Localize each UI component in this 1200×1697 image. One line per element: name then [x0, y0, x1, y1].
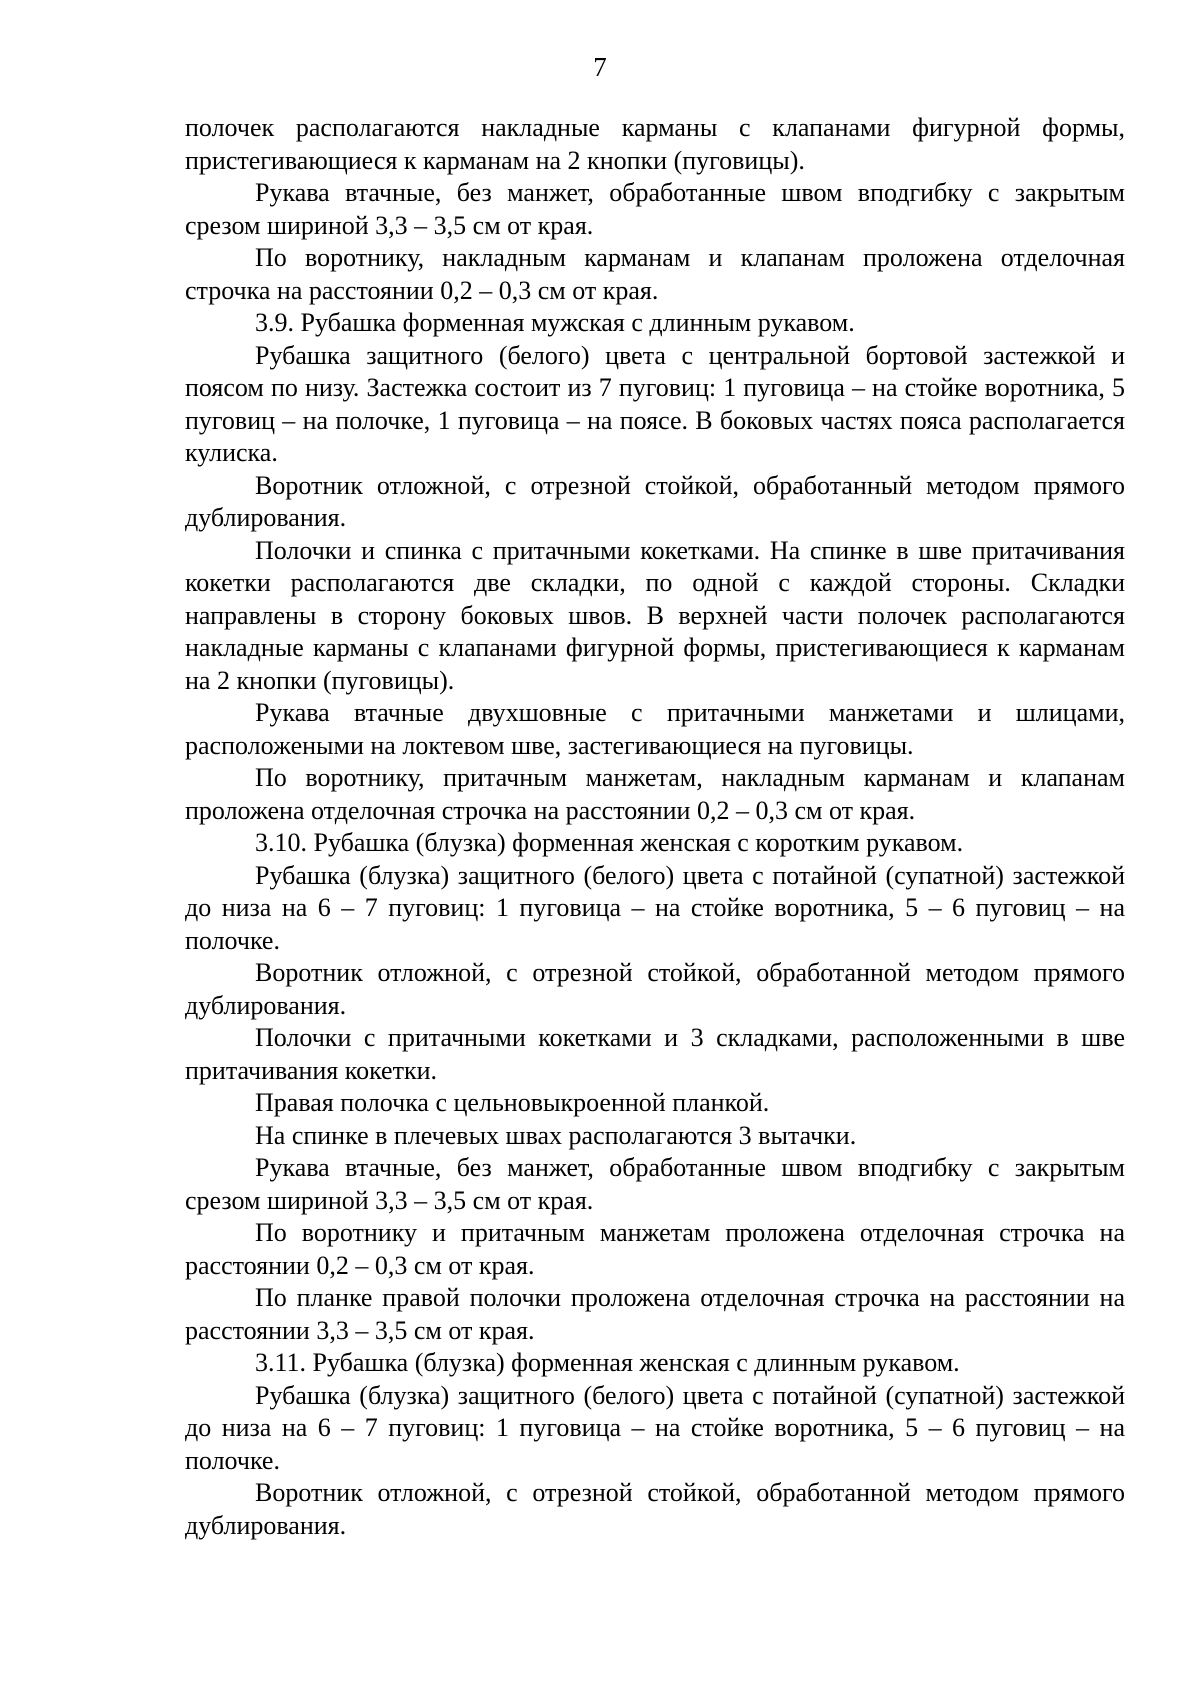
paragraph: Рубашка защитного (белого) цвета с центральной бортовой застежкой и поясом по низу. Застежка состоит из 7 пуговиц: 1 пуговица – на стойке воротника, 5 пуговиц – на полочке, 1 пуговица – на поясе. В боковых частях пояса располагается кулиска.: [185, 340, 1125, 467]
page-number: 7: [593, 52, 607, 82]
paragraph: Рубашка (блузка) защитного (белого) цвета с потайной (супатной) застежкой до низа на 6 – 7 пуговиц: 1 пуговица – на стойке воротника, 5 – 6 пуговиц – на полочке.: [185, 1380, 1125, 1475]
paragraph: По планке правой полочки проложена отделочная строчка на расстоянии на расстоянии 3,3 – 3,5 см от края.: [185, 1283, 1125, 1345]
section-heading: 3.9. Рубашка форменная мужская с длинным рукавом.: [255, 308, 855, 337]
paragraph: Воротник отложной, с отрезной стойкой, обработанный методом прямого дублирования.: [185, 470, 1125, 532]
section-heading: 3.10. Рубашка (блузка) форменная женская с коротким рукавом.: [255, 828, 964, 857]
paragraph: Рукава втачные двухшовные с притачными манжетами и шлицами, расположеными на локтевом шве, застегивающиеся на пуговицы.: [185, 698, 1125, 760]
paragraph: По воротнику, накладным карманам и клапанам проложена отделочная строчка на расстоянии 0,2 – 0,3 см от края.: [185, 243, 1125, 305]
document-body: [185, 112, 1125, 1542]
paragraph: Рукава втачные, без манжет, обработанные швом вподгибку с закрытым срезом шириной 3,3 – 3,5 см от края.: [185, 178, 1125, 240]
paragraph: По воротнику и притачным манжетам проложена отделочная строчка на расстоянии 0,2 – 0,3 см от края.: [185, 1218, 1125, 1280]
paragraph: Полочки с притачными кокетками и 3 складками, расположенными в шве притачивания кокетки.: [185, 1023, 1125, 1085]
paragraph: Рукава втачные, без манжет, обработанные швом вподгибку с закрытым срезом шириной 3,3 – 3,5 см от края.: [185, 1153, 1125, 1215]
paragraph: Воротник отложной, с отрезной стойкой, обработанной методом прямого дублирования.: [185, 1478, 1125, 1540]
section-heading: 3.11. Рубашка (блузка) форменная женская с длинным рукавом.: [255, 1348, 960, 1377]
paragraph: По воротнику, притачным манжетам, накладным карманам и клапанам проложена отделочная строчка на расстоянии 0,2 – 0,3 см от края.: [185, 763, 1125, 825]
paragraph: Правая полочка с цельновыкроенной планкой.: [255, 1088, 770, 1117]
paragraph: Полочки и спинка с притачными кокетками. На спинке в шве притачивания кокетки располагаются две складки, по одной с каждой стороны. Складки направлены в сторону боковых швов. В верхней части полочек располагаются накладные карманы с клапанами фигурной формы, пристегивающиеся к карманам на 2 кнопки (пуговицы).: [185, 535, 1125, 695]
paragraph: На спинке в плечевых швах располагаются 3 вытачки.: [255, 1120, 857, 1150]
paragraph: Рубашка (блузка) защитного (белого) цвета с потайной (супатной) застежкой до низа на 6 – 7 пуговиц: 1 пуговица – на стойке воротника, 5 – 6 пуговиц – на полочке.: [185, 860, 1125, 955]
paragraph: Воротник отложной, с отрезной стойкой, обработанной методом прямого дублирования.: [185, 958, 1125, 1020]
paragraph: полочек располагаются накладные карманы с клапанами фигурной формы, пристегивающиеся к карманам на 2 кнопки (пуговицы).: [185, 113, 1125, 175]
